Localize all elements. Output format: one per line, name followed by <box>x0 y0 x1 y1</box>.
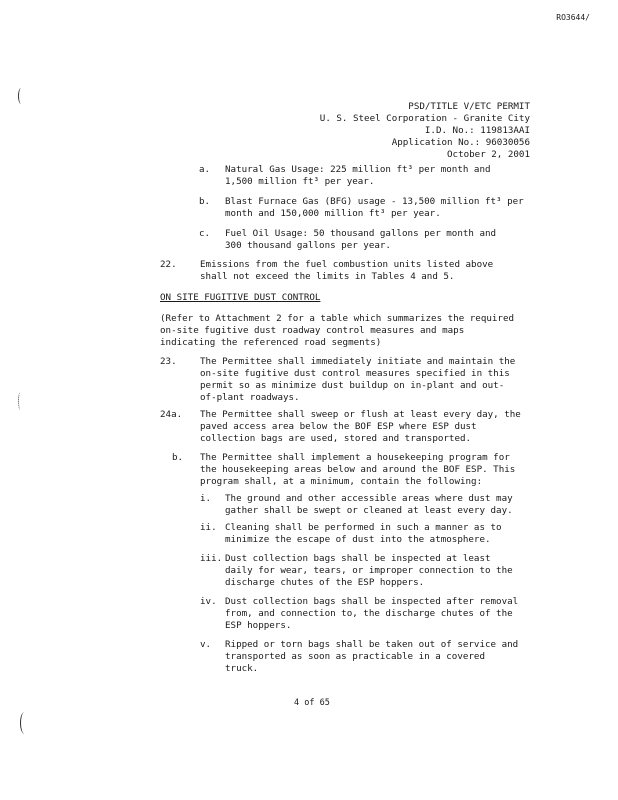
sub-item-text: Dust collection bags shall be inspected after removal <box>225 596 519 607</box>
sub-item-text: transported as soon as practicable in a covered <box>225 651 485 662</box>
margin-mark-bottom <box>20 712 29 734</box>
condition-number: 23. <box>160 356 177 367</box>
item-text: 1,500 million ft³ per year. <box>225 176 375 187</box>
sub-item-text: Ripped or torn bags shall be taken out of service and <box>225 639 519 650</box>
condition-text: collection bags are used, stored and transported. <box>200 433 472 444</box>
condition-text: the housekeeping areas below and around the BOF ESP. This <box>200 464 516 475</box>
sub-item-text: truck. <box>225 663 259 674</box>
sub-item-text: gather shall be swept or cleaned at least every day. <box>225 505 513 516</box>
sub-item-number: ii. <box>200 522 217 533</box>
condition-text: The Permittee shall sweep or flush at least every day, the <box>200 409 521 420</box>
header-line: Application No.: 96030056 <box>391 137 530 148</box>
condition-text: The Permittee shall implement a housekeeping program for <box>200 452 510 463</box>
sub-item-number: v. <box>200 639 212 650</box>
condition-text: permit so as minimize dust buildup on in-plant and out- <box>200 380 505 391</box>
condition-text: The Permittee shall immediately initiate and maintain the <box>200 356 516 367</box>
condition-number: b. <box>172 452 184 463</box>
margin-mark-mid <box>18 392 23 410</box>
item-number: c. <box>199 228 211 239</box>
header-line: U. S. Steel Corporation - Granite City <box>319 113 530 124</box>
item-number: b. <box>199 196 211 207</box>
sub-item-text: The ground and other accessible areas where dust may <box>225 493 513 504</box>
sub-item-text: minimize the escape of dust into the atmosphere. <box>225 534 491 545</box>
condition-text: program shall, at a minimum, contain the following: <box>200 476 483 487</box>
sub-item-text: daily for wear, tears, or improper connection to the <box>225 565 513 576</box>
sub-item-text: ESP hoppers. <box>225 620 292 631</box>
intro-line: indicating the referenced road segments) <box>160 337 382 348</box>
intro-line: (Refer to Attachment 2 for a table which summarizes the required <box>160 313 515 324</box>
sub-item-text: Dust collection bags shall be inspected at least <box>225 553 491 564</box>
item-number: a. <box>199 164 211 175</box>
sub-item-text: Cleaning shall be performed in such a manner as to <box>225 522 502 533</box>
intro-line: on-site fugitive dust roadway control measures and maps <box>160 325 465 336</box>
condition-text: of-plant roadways. <box>200 392 300 403</box>
sub-item-text: discharge chutes of the ESP hoppers. <box>225 577 425 588</box>
item-text: Blast Furnace Gas (BFG) usage - 13,500 million ft³ per <box>225 196 524 207</box>
doc-id: RO3644/ <box>556 13 590 22</box>
condition-text: Emissions from the fuel combustion units listed above <box>200 259 494 270</box>
condition-text: paved access area below the BOF ESP where ESP dust <box>200 421 477 432</box>
sub-item-number: i. <box>200 493 212 504</box>
section-title: ON SITE FUGITIVE DUST CONTROL <box>160 292 321 303</box>
condition-text: on-site fugitive dust control measures specified in this <box>200 368 510 379</box>
sub-item-number: iv. <box>200 596 217 607</box>
item-text: Fuel Oil Usage: 50 thousand gallons per month and <box>225 228 497 239</box>
margin-mark-top <box>18 88 24 104</box>
header-line: I.D. No.: 119813AAI <box>424 125 530 136</box>
header-line: October 2, 2001 <box>447 149 530 160</box>
item-text: month and 150,000 million ft³ per year. <box>225 208 441 219</box>
header-line: PSD/TITLE V/ETC PERMIT <box>408 101 530 112</box>
page-number: 4 of 65 <box>294 698 330 708</box>
item-text: 300 thousand gallons per year. <box>225 240 391 251</box>
sub-item-number: iii. <box>200 553 223 564</box>
condition-number: 22. <box>160 259 177 270</box>
item-text: Natural Gas Usage: 225 million ft³ per month and <box>225 164 491 175</box>
condition-text: shall not exceed the limits in Tables 4 and 5. <box>200 271 455 282</box>
condition-number: 24a. <box>160 409 183 420</box>
sub-item-text: from, and connection to, the discharge chutes of the <box>225 608 513 619</box>
